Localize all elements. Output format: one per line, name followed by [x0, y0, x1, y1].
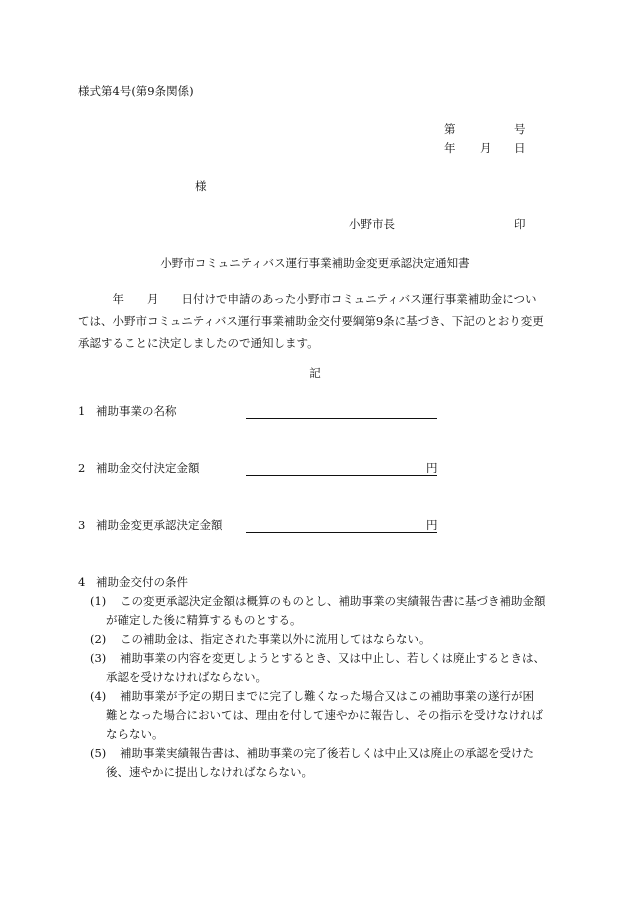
condition-line: 補助事業の内容を変更しようとするとき、又は中止し、若しくは廃止するときは、	[120, 651, 546, 665]
condition-line: 補助事業が予定の期日までに完了し難くなった場合又はこの補助事業の遂行が困	[120, 689, 534, 703]
change-amount-field	[246, 532, 437, 533]
body-paragraph	[78, 288, 553, 354]
date-year: 年	[444, 141, 456, 155]
item-label-grant-amount: 補助金交付決定金額	[96, 461, 200, 475]
item-number: 3	[78, 518, 86, 532]
item-number: 4	[78, 575, 86, 589]
date-month: 月	[480, 141, 492, 155]
item-number: 2	[78, 461, 86, 475]
document-title: 小野市コミュニティバス運行事業補助金変更承認決定通知書	[160, 256, 470, 270]
condition-line: 補助事業実績報告書は、補助事業の完了後若しくは中止又は廃止の承認を受けた	[120, 746, 534, 760]
sender-title: 小野市長	[349, 217, 395, 231]
ki-heading: 記	[309, 366, 321, 380]
condition-number: (3)	[90, 651, 107, 665]
condition-number: (1)	[90, 594, 107, 608]
date-day: 日	[514, 141, 526, 155]
condition-line: 承認を受けなければならない。	[106, 670, 267, 684]
body-line: 承認することに決定しましたので通知します。	[78, 336, 319, 350]
condition-number: (4)	[90, 689, 107, 703]
condition-line: この変更承認決定金額は概算のものとし、補助事業の実績報告書に基づき補助金額	[120, 594, 546, 608]
item-number: 1	[78, 404, 86, 418]
item-label-change-amount: 補助金変更承認決定金額	[96, 518, 223, 532]
yen-unit: 円	[426, 461, 438, 475]
project-name-field	[246, 418, 437, 419]
condition-line: が確定した後に精算するものとする。	[106, 613, 302, 627]
item-label-project-name: 補助事業の名称	[96, 404, 177, 418]
condition-line: 後、速やかに提出しなければならない。	[106, 765, 313, 779]
doc-number-prefix: 第	[444, 122, 456, 136]
body-line: 年 月 日付けで申請のあった小野市コミュニティバス運行事業補助金につい	[78, 292, 537, 306]
yen-unit: 円	[426, 518, 438, 532]
form-code: 様式第4号(第9条関係)	[78, 84, 194, 98]
doc-number-suffix: 号	[514, 122, 526, 136]
condition-line: ならない。	[106, 727, 164, 741]
condition-line: 難となった場合においては、理由を付して速やかに報告し、その指示を受けなければ	[106, 708, 543, 722]
conditions-heading: 補助金交付の条件	[96, 575, 188, 589]
seal-mark: 印	[514, 217, 526, 231]
condition-number: (5)	[90, 746, 107, 760]
grant-amount-field	[246, 475, 437, 476]
condition-line: この補助金は、指定された事業以外に流用してはならない。	[120, 632, 431, 646]
recipient-honorific: 様	[195, 179, 207, 193]
condition-number: (2)	[90, 632, 107, 646]
body-line: ては、小野市コミュニティバス運行事業補助金交付要綱第9条に基づき、下記のとおり変更	[78, 314, 544, 328]
